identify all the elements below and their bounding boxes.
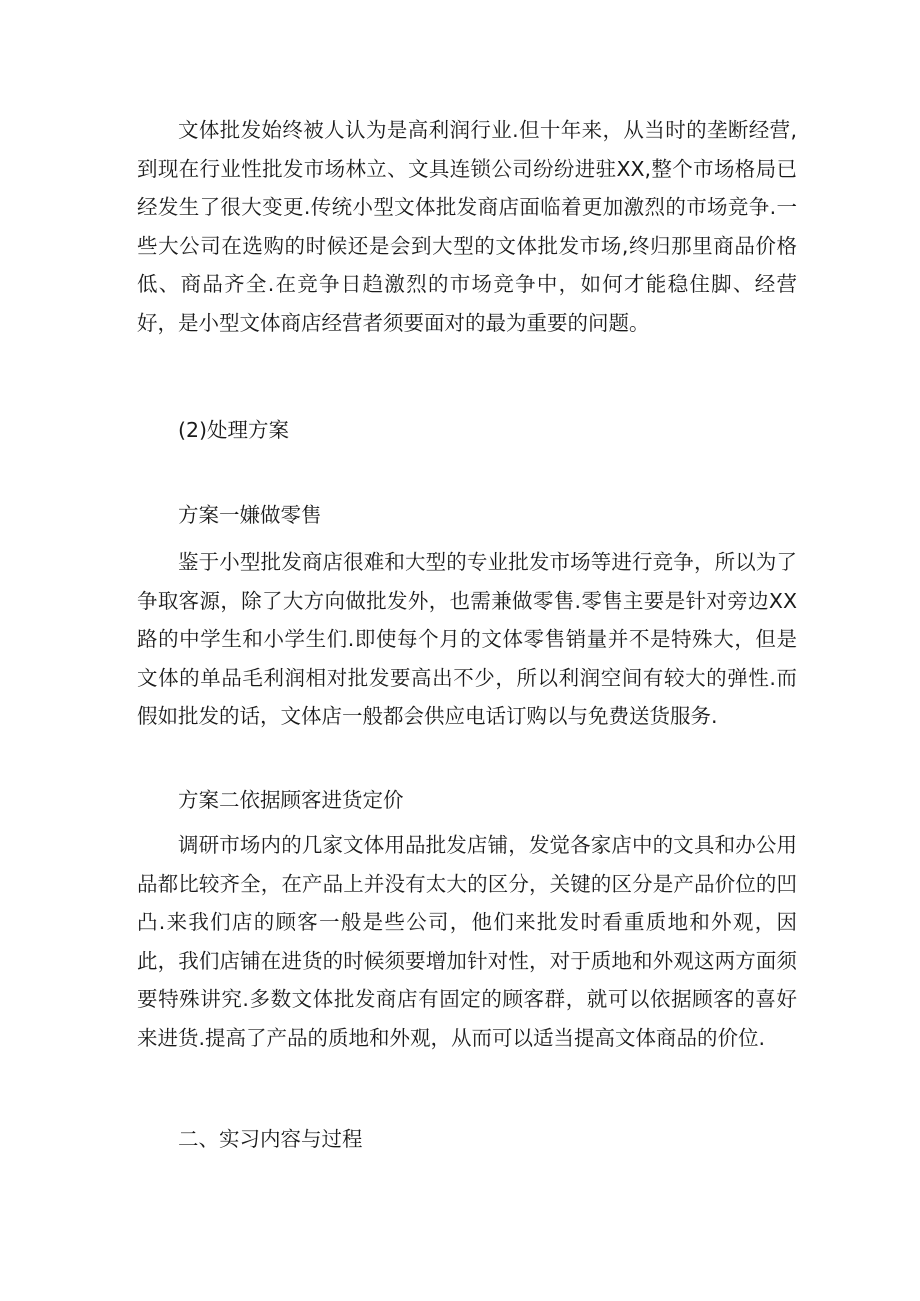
heading-plan-two: 方案二依据顾客进货定价	[178, 788, 404, 812]
paragraph-plan-two: 调研市场内的几家文体用品批发店铺，发觉各家店中的文具和办公用品都比较齐全，在产品上并没有太大的区分，关键的区分是产品价位的凹凸.来我们店的顾客一般是些公司，他们来批发时看重质地和外观，因此，我们店铺在进货的时候须要增加针对性，对于质地和外观这两方面须要特殊讲究.多数文体批发商店有固定的顾客群，就可以依据顾客的喜好来进货.提高了产品的质地和外观，从而可以适当提高文体商品的价位.	[137, 833, 797, 1050]
heading-section-two: 二、实习内容与过程	[178, 1127, 363, 1151]
heading-solution: (2)处理方案	[178, 418, 290, 442]
paragraph-plan-one: 鉴于小型批发商店很难和大型的专业批发市场等进行竞争，所以为了争取客源，除了大方向做批发外，也需兼做零售.零售主要是针对旁边XX路的中学生和小学生们.即使每个月的文体零售销量并不是特殊大，但是文体的单品毛利润相对批发要高出不少，所以利润空间有较大的弹性.而假如批发的话，文体店一般都会供应电话订购以与免费送货服务.	[137, 550, 797, 729]
heading-plan-one: 方案一嫌做零售	[178, 503, 322, 527]
paragraph-background: 文体批发始终被人认为是高利润行业.但十年来，从当时的垄断经营,到现在行业性批发市场林立、文具连锁公司纷纷进驻XX,整个市场格局已经发生了很大变更.传统小型文体批发商店面临着更加激烈的市场竞争.一些大公司在选购的时候还是会到大型的文体批发市场,终归那里商品价格低、商品齐全.在竞争日趋激烈的市场竞争中，如何才能稳住脚、经营好，是小型文体商店经营者须要面对的最为重要的问题。	[137, 118, 797, 335]
